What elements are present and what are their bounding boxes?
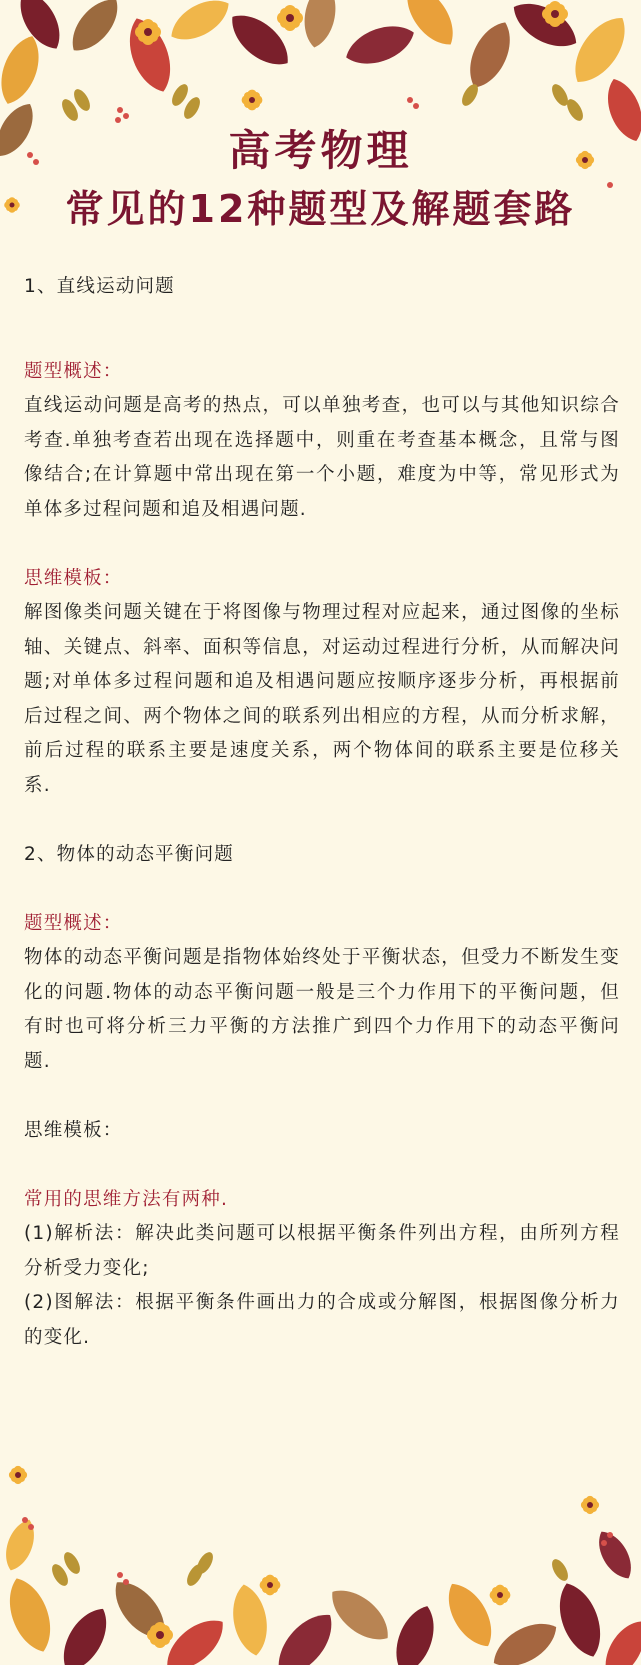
article-body: [24, 270, 620, 1355]
section-2-heading: 2、物体的动态平衡问题: [24, 843, 234, 865]
section-2-overview-label: 题型概述：: [24, 912, 123, 934]
section-1-overview-label: 题型概述：: [24, 360, 123, 382]
section-2-methods-intro: 常用的思维方法有两种.: [24, 1188, 229, 1210]
autumn-leaves-bottom-decoration: [0, 1435, 641, 1665]
section-2-overview-text: 物体的动态平衡问题是指物体始终处于平衡状态，但受力不断发生变化的问题.物体的动态平衡问题一般是三个力作用下的平衡问题，但有时也可将分析三力平衡的方法推广到四个力作用下的动态平衡问题.: [24, 947, 620, 1072]
page-title: 高考物理: [228, 126, 413, 175]
section-2-template-label: 思维模板：: [24, 1119, 123, 1141]
section-2-method-2: (2)图解法：根据平衡条件画出力的合成或分解图，根据图像分析力的变化.: [24, 1292, 620, 1348]
section-1-template-text: 解图像类问题关键在于将图像与物理过程对应起来，通过图像的坐标轴、关键点、斜率、面积等信息，对运动过程进行分析，从而解决问题;对单体多过程问题和追及相遇问题应按顺序逐步分析，再根据前后过程之间、两个物体之间的联系列出相应的方程，从而分析求解，前后过程的联系主要是速度关系，两个物体间的联系主要是位移关系.: [24, 602, 620, 796]
section-2-method-1: (1)解析法：解决此类问题可以根据平衡条件列出方程，由所列方程分析受力变化;: [24, 1223, 620, 1279]
page-subtitle: 常见的12种题型及解题套路: [65, 187, 576, 231]
section-1-overview-text: 直线运动问题是高考的热点，可以单独考查，也可以与其他知识综合考查.单独考查若出现在选择题中，则重在考查基本概念，且常与图像结合;在计算题中常出现在第一个小题，难度为中等，常见形式为单体多过程问题和追及相遇问题.: [24, 395, 620, 520]
section-1-heading: 1、直线运动问题: [24, 276, 175, 297]
section-1-template-label: 思维模板：: [24, 567, 123, 589]
